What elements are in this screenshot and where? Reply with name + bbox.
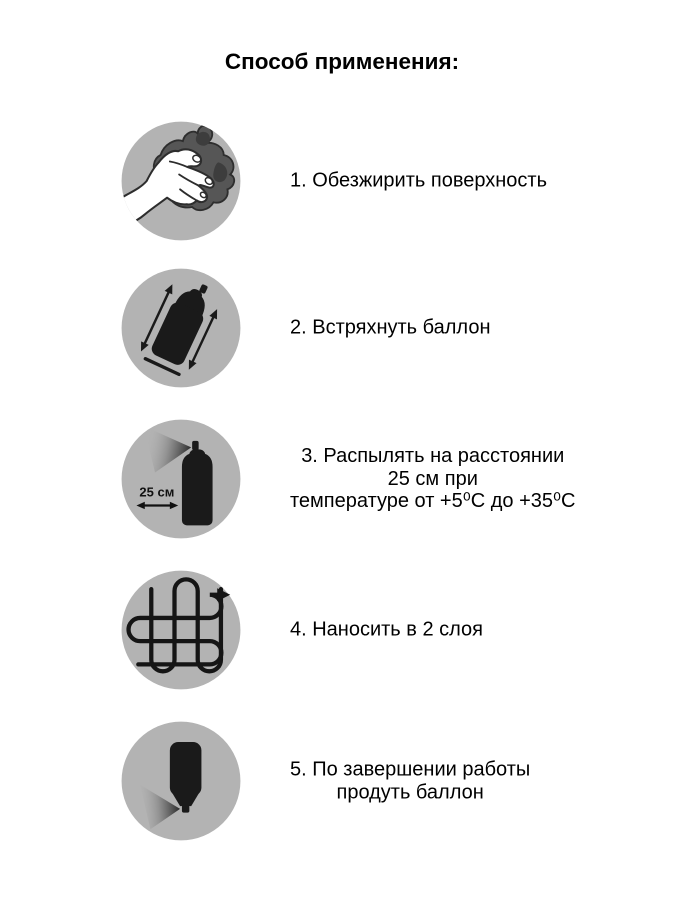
spray-can-body: [182, 449, 213, 525]
step-text-line: 2. Встряхнуть баллон: [290, 316, 491, 339]
spray-can-body: [170, 742, 202, 796]
step-5-pictogram: [116, 716, 246, 846]
step-text-line: 3. Распылять на расстоянии: [301, 445, 565, 468]
step-text: [290, 619, 483, 642]
step-2-pictogram: [116, 263, 246, 393]
step-text: [290, 317, 491, 340]
spray-distance-icon: [116, 414, 246, 544]
step-text-line: 4. Наносить в 2 слоя: [290, 618, 483, 641]
spray-can-nozzle: [182, 805, 189, 812]
circle-bg: [122, 420, 241, 539]
step-text: [290, 445, 576, 513]
step-text-line: 5. По завершении работы: [290, 758, 531, 781]
page-title: Способ применения:: [224, 49, 460, 74]
step-text: [290, 170, 547, 193]
shake-can-icon: [116, 263, 246, 393]
spray-can-nozzle: [192, 441, 199, 450]
step-row-1: [0, 116, 684, 246]
purge-can-icon: [116, 716, 246, 846]
step-text-line: температуре от +5⁰С до +35⁰С: [290, 490, 576, 513]
step-row-4: [0, 565, 684, 695]
step-row-2: [0, 263, 684, 393]
step-text-line: 1. Обезжирить поверхность: [290, 169, 547, 192]
step-4-pictogram: [116, 565, 246, 695]
distance-label: 25 см: [139, 484, 175, 500]
step-1-pictogram: [116, 116, 246, 246]
step-text: [290, 758, 530, 803]
step-row-3: [0, 414, 684, 544]
step-text-line: продуть баллон: [336, 781, 484, 803]
crosshatch-two-layers-icon: [116, 565, 246, 695]
step-text-line: 25 см при: [387, 467, 478, 490]
step-row-5: [0, 716, 684, 846]
step-3-pictogram: [116, 414, 246, 544]
hand-wipe-icon: [116, 116, 246, 246]
